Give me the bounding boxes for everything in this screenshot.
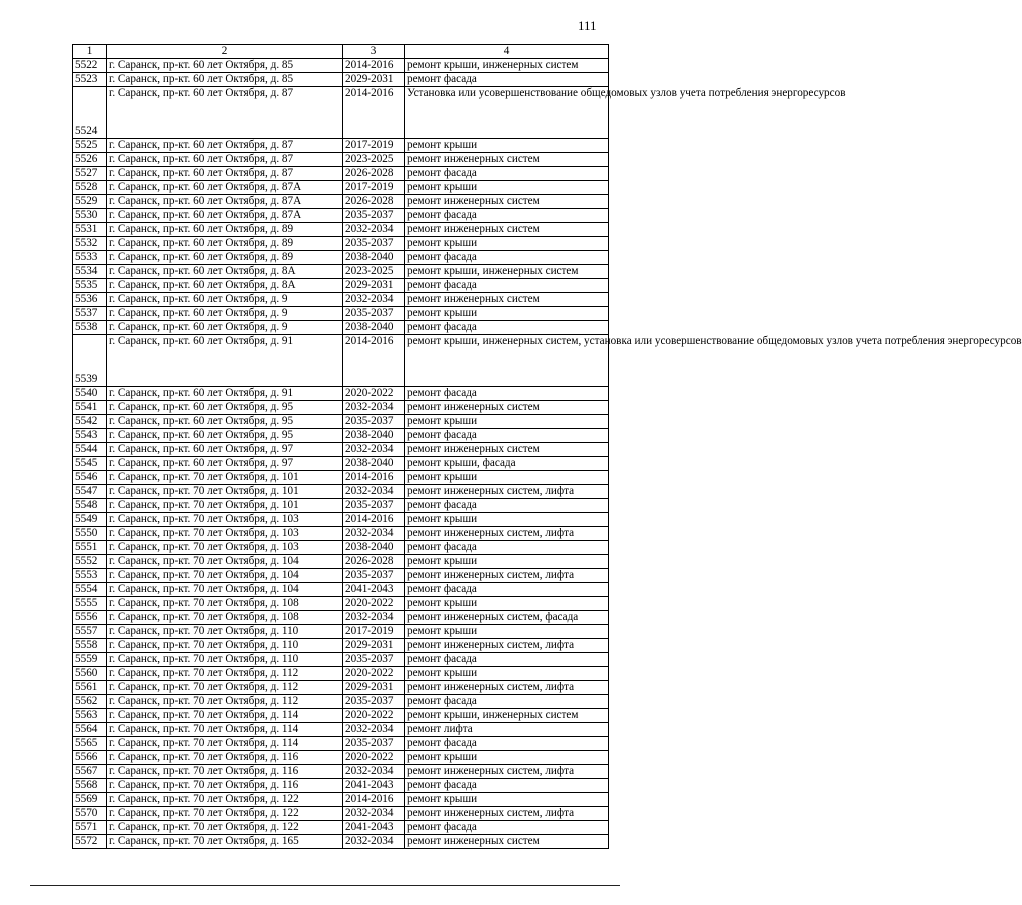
table-row [73, 153, 609, 167]
address-cell: г. Саранск, пр-кт. 60 лет Октября, д. 89 [107, 251, 343, 265]
row-number: 5534 [73, 265, 107, 279]
period-cell: 2014-2016 [343, 335, 405, 387]
table-row [73, 73, 609, 87]
period-cell: 2038-2040 [343, 541, 405, 555]
row-number: 5535 [73, 279, 107, 293]
work-type-cell: ремонт крыши [405, 181, 609, 195]
period-cell: 2035-2037 [343, 499, 405, 513]
work-type-cell: ремонт фасада [405, 499, 609, 513]
row-number: 5546 [73, 471, 107, 485]
address-cell: г. Саранск, пр-кт. 60 лет Октября, д. 95 [107, 429, 343, 443]
address-cell: г. Саранск, пр-кт. 60 лет Октября, д. 95 [107, 415, 343, 429]
period-cell: 2038-2040 [343, 321, 405, 335]
row-number: 5548 [73, 499, 107, 513]
row-number: 5557 [73, 625, 107, 639]
period-cell: 2029-2031 [343, 279, 405, 293]
row-number: 5569 [73, 793, 107, 807]
row-number: 5540 [73, 387, 107, 401]
address-cell: г. Саранск, пр-кт. 60 лет Октября, д. 95 [107, 401, 343, 415]
table-row [73, 555, 609, 569]
work-type-cell: ремонт крыши [405, 625, 609, 639]
row-number: 5541 [73, 401, 107, 415]
row-number: 5571 [73, 821, 107, 835]
row-number: 5538 [73, 321, 107, 335]
table-row [73, 527, 609, 541]
period-cell: 2038-2040 [343, 429, 405, 443]
period-cell: 2020-2022 [343, 387, 405, 401]
address-cell: г. Саранск, пр-кт. 70 лет Октября, д. 108 [107, 611, 343, 625]
work-type-cell: ремонт инженерных систем [405, 223, 609, 237]
address-cell: г. Саранск, пр-кт. 70 лет Октября, д. 104 [107, 555, 343, 569]
repair-schedule-table [72, 44, 1022, 849]
work-type-cell: ремонт крыши, фасада [405, 457, 609, 471]
row-number: 5531 [73, 223, 107, 237]
row-number: 5527 [73, 167, 107, 181]
work-type-cell: ремонт инженерных систем [405, 835, 609, 849]
period-cell: 2017-2019 [343, 181, 405, 195]
period-cell: 2032-2034 [343, 611, 405, 625]
row-number: 5536 [73, 293, 107, 307]
address-cell: г. Саранск, пр-кт. 60 лет Октября, д. 9 [107, 321, 343, 335]
period-cell: 2032-2034 [343, 723, 405, 737]
address-cell: г. Саранск, пр-кт. 60 лет Октября, д. 97 [107, 443, 343, 457]
row-number: 5522 [73, 59, 107, 73]
column-header: 2 [107, 45, 343, 59]
address-cell: г. Саранск, пр-кт. 70 лет Октября, д. 116 [107, 765, 343, 779]
work-type-cell: ремонт фасада [405, 583, 609, 597]
period-cell: 2023-2025 [343, 265, 405, 279]
row-number: 5552 [73, 555, 107, 569]
address-cell: г. Саранск, пр-кт. 70 лет Октября, д. 112 [107, 667, 343, 681]
period-cell: 2026-2028 [343, 195, 405, 209]
table-row [73, 835, 609, 849]
row-number: 5539 [73, 335, 107, 387]
work-type-cell: ремонт инженерных систем [405, 443, 609, 457]
work-type-cell: ремонт крыши, инженерных систем [405, 709, 609, 723]
row-number: 5542 [73, 415, 107, 429]
period-cell: 2032-2034 [343, 443, 405, 457]
column-header: 4 [405, 45, 609, 59]
address-cell: г. Саранск, пр-кт. 60 лет Октября, д. 91 [107, 335, 343, 387]
table-row [73, 237, 609, 251]
row-number: 5529 [73, 195, 107, 209]
period-cell: 2032-2034 [343, 485, 405, 499]
address-cell: г. Саранск, пр-кт. 70 лет Октября, д. 103 [107, 513, 343, 527]
row-number: 5567 [73, 765, 107, 779]
row-number: 5563 [73, 709, 107, 723]
row-number: 5558 [73, 639, 107, 653]
period-cell: 2032-2034 [343, 401, 405, 415]
table-row [73, 513, 609, 527]
period-cell: 2032-2034 [343, 765, 405, 779]
address-cell: г. Саранск, пр-кт. 60 лет Октября, д. 91 [107, 387, 343, 401]
address-cell: г. Саранск, пр-кт. 60 лет Октября, д. 8А [107, 265, 343, 279]
row-number: 5551 [73, 541, 107, 555]
work-type-cell: ремонт крыши, инженерных систем, установка или усовершенствование общедомовых узлов учета потребления энергоресурсов [405, 335, 609, 387]
period-cell: 2032-2034 [343, 835, 405, 849]
row-number: 5544 [73, 443, 107, 457]
table-row [73, 401, 609, 415]
row-number: 5547 [73, 485, 107, 499]
table-row [73, 321, 609, 335]
table-header-row [73, 45, 609, 59]
work-type-cell: ремонт крыши, инженерных систем [405, 265, 609, 279]
work-type-cell: ремонт инженерных систем [405, 195, 609, 209]
work-type-cell: ремонт фасада [405, 387, 609, 401]
work-type-cell: Установка или усовершенствование общедомовых узлов учета потребления энергоресурсов [405, 87, 609, 139]
work-type-cell: ремонт фасада [405, 321, 609, 335]
address-cell: г. Саранск, пр-кт. 70 лет Октября, д. 104 [107, 583, 343, 597]
row-number: 5565 [73, 737, 107, 751]
address-cell: г. Саранск, пр-кт. 60 лет Октября, д. 89 [107, 223, 343, 237]
row-number: 5570 [73, 807, 107, 821]
row-number: 5560 [73, 667, 107, 681]
work-type-cell: ремонт крыши [405, 415, 609, 429]
address-cell: г. Саранск, пр-кт. 60 лет Октября, д. 87 [107, 139, 343, 153]
table-row [73, 209, 609, 223]
table-row [73, 737, 609, 751]
table-row [73, 293, 609, 307]
work-type-cell: ремонт инженерных систем [405, 401, 609, 415]
period-cell: 2035-2037 [343, 695, 405, 709]
period-cell: 2020-2022 [343, 667, 405, 681]
period-cell: 2032-2034 [343, 527, 405, 541]
row-number: 5537 [73, 307, 107, 321]
row-number: 5528 [73, 181, 107, 195]
table-row [73, 181, 609, 195]
row-number: 5549 [73, 513, 107, 527]
row-number: 5564 [73, 723, 107, 737]
work-type-cell: ремонт инженерных систем, лифта [405, 527, 609, 541]
table-row [73, 723, 609, 737]
work-type-cell: ремонт инженерных систем [405, 293, 609, 307]
table-row [73, 793, 609, 807]
row-number: 5554 [73, 583, 107, 597]
work-type-cell: ремонт инженерных систем, лифта [405, 569, 609, 583]
table-row [73, 307, 609, 321]
period-cell: 2026-2028 [343, 555, 405, 569]
period-cell: 2035-2037 [343, 569, 405, 583]
address-cell: г. Саранск, пр-кт. 70 лет Октября, д. 122 [107, 807, 343, 821]
address-cell: г. Саранск, пр-кт. 70 лет Октября, д. 114 [107, 737, 343, 751]
row-number: 5553 [73, 569, 107, 583]
address-cell: г. Саранск, пр-кт. 70 лет Октября, д. 101 [107, 485, 343, 499]
table-row [73, 695, 609, 709]
column-header: 3 [343, 45, 405, 59]
work-type-cell: ремонт крыши [405, 307, 609, 321]
period-cell: 2020-2022 [343, 751, 405, 765]
table-row [73, 681, 609, 695]
table-row [73, 415, 609, 429]
table-row [73, 265, 609, 279]
address-cell: г. Саранск, пр-кт. 70 лет Октября, д. 110 [107, 625, 343, 639]
period-cell: 2014-2016 [343, 87, 405, 139]
table-row [73, 751, 609, 765]
work-type-cell: ремонт фасада [405, 167, 609, 181]
row-number: 5524 [73, 87, 107, 139]
period-cell: 2026-2028 [343, 167, 405, 181]
address-cell: г. Саранск, пр-кт. 60 лет Октября, д. 87 [107, 87, 343, 139]
address-cell: г. Саранск, пр-кт. 60 лет Октября, д. 8А [107, 279, 343, 293]
row-number: 5545 [73, 457, 107, 471]
address-cell: г. Саранск, пр-кт. 60 лет Октября, д. 85 [107, 59, 343, 73]
table-row [73, 443, 609, 457]
work-type-cell: ремонт крыши [405, 667, 609, 681]
table-row [73, 139, 609, 153]
work-type-cell: ремонт инженерных систем, лифта [405, 639, 609, 653]
address-cell: г. Саранск, пр-кт. 70 лет Октября, д. 101 [107, 471, 343, 485]
row-number: 5568 [73, 779, 107, 793]
period-cell: 2032-2034 [343, 293, 405, 307]
address-cell: г. Саранск, пр-кт. 60 лет Октября, д. 87А [107, 209, 343, 223]
row-number: 5533 [73, 251, 107, 265]
period-cell: 2014-2016 [343, 59, 405, 73]
work-type-cell: ремонт фасада [405, 429, 609, 443]
address-cell: г. Саранск, пр-кт. 70 лет Октября, д. 114 [107, 709, 343, 723]
table-row [73, 471, 609, 485]
period-cell: 2038-2040 [343, 251, 405, 265]
work-type-cell: ремонт крыши [405, 751, 609, 765]
work-type-cell: ремонт инженерных систем, фасада [405, 611, 609, 625]
page-number: 111 [578, 18, 597, 33]
row-number: 5562 [73, 695, 107, 709]
table-row [73, 279, 609, 293]
table-row [73, 765, 609, 779]
period-cell: 2035-2037 [343, 209, 405, 223]
period-cell: 2014-2016 [343, 513, 405, 527]
period-cell: 2041-2043 [343, 583, 405, 597]
work-type-cell: ремонт крыши [405, 555, 609, 569]
period-cell: 2035-2037 [343, 237, 405, 251]
row-number: 5532 [73, 237, 107, 251]
table-row [73, 167, 609, 181]
period-cell: 2038-2040 [343, 457, 405, 471]
table-row [73, 625, 609, 639]
row-number: 5556 [73, 611, 107, 625]
table-row [73, 821, 609, 835]
row-number: 5523 [73, 73, 107, 87]
row-number: 5555 [73, 597, 107, 611]
period-cell: 2041-2043 [343, 821, 405, 835]
work-type-cell: ремонт инженерных систем, лифта [405, 807, 609, 821]
period-cell: 2020-2022 [343, 597, 405, 611]
address-cell: г. Саранск, пр-кт. 60 лет Октября, д. 89 [107, 237, 343, 251]
address-cell: г. Саранск, пр-кт. 70 лет Октября, д. 101 [107, 499, 343, 513]
row-number: 5550 [73, 527, 107, 541]
address-cell: г. Саранск, пр-кт. 60 лет Октября, д. 97 [107, 457, 343, 471]
work-type-cell: ремонт фасада [405, 251, 609, 265]
work-type-cell: ремонт крыши [405, 237, 609, 251]
table-row [73, 597, 609, 611]
period-cell: 2041-2043 [343, 779, 405, 793]
page-bottom-rule [30, 885, 620, 886]
work-type-cell: ремонт фасада [405, 779, 609, 793]
row-number: 5559 [73, 653, 107, 667]
period-cell: 2029-2031 [343, 639, 405, 653]
work-type-cell: ремонт фасада [405, 541, 609, 555]
work-type-cell: ремонт фасада [405, 209, 609, 223]
table-row [73, 457, 609, 471]
period-cell: 2029-2031 [343, 681, 405, 695]
address-cell: г. Саранск, пр-кт. 60 лет Октября, д. 9 [107, 307, 343, 321]
table-row [73, 429, 609, 443]
period-cell: 2029-2031 [343, 73, 405, 87]
address-cell: г. Саранск, пр-кт. 70 лет Октября, д. 104 [107, 569, 343, 583]
table-row [73, 223, 609, 237]
work-type-cell: ремонт лифта [405, 723, 609, 737]
period-cell: 2032-2034 [343, 223, 405, 237]
table-row [73, 583, 609, 597]
table-row [73, 195, 609, 209]
work-type-cell: ремонт инженерных систем [405, 153, 609, 167]
address-cell: г. Саранск, пр-кт. 70 лет Октября, д. 103 [107, 541, 343, 555]
row-number: 5566 [73, 751, 107, 765]
period-cell: 2035-2037 [343, 415, 405, 429]
table-row [73, 251, 609, 265]
work-type-cell: ремонт крыши [405, 793, 609, 807]
period-cell: 2035-2037 [343, 653, 405, 667]
work-type-cell: ремонт инженерных систем, лифта [405, 681, 609, 695]
work-type-cell: ремонт крыши [405, 471, 609, 485]
row-number: 5561 [73, 681, 107, 695]
address-cell: г. Саранск, пр-кт. 70 лет Октября, д. 103 [107, 527, 343, 541]
address-cell: г. Саранск, пр-кт. 70 лет Октября, д. 112 [107, 681, 343, 695]
work-type-cell: ремонт крыши [405, 597, 609, 611]
period-cell: 2014-2016 [343, 471, 405, 485]
address-cell: г. Саранск, пр-кт. 70 лет Октября, д. 110 [107, 639, 343, 653]
table-row [73, 87, 609, 139]
address-cell: г. Саранск, пр-кт. 70 лет Октября, д. 116 [107, 751, 343, 765]
work-type-cell: ремонт крыши [405, 513, 609, 527]
work-type-cell: ремонт инженерных систем, лифта [405, 765, 609, 779]
address-cell: г. Саранск, пр-кт. 60 лет Октября, д. 9 [107, 293, 343, 307]
work-type-cell: ремонт фасада [405, 279, 609, 293]
work-type-cell: ремонт крыши [405, 139, 609, 153]
address-cell: г. Саранск, пр-кт. 60 лет Октября, д. 87 [107, 167, 343, 181]
address-cell: г. Саранск, пр-кт. 60 лет Октября, д. 87А [107, 181, 343, 195]
address-cell: г. Саранск, пр-кт. 60 лет Октября, д. 85 [107, 73, 343, 87]
address-cell: г. Саранск, пр-кт. 70 лет Октября, д. 122 [107, 821, 343, 835]
address-cell: г. Саранск, пр-кт. 60 лет Октября, д. 87А [107, 195, 343, 209]
table-row [73, 541, 609, 555]
work-type-cell: ремонт фасада [405, 821, 609, 835]
address-cell: г. Саранск, пр-кт. 70 лет Октября, д. 112 [107, 695, 343, 709]
work-type-cell: ремонт инженерных систем, лифта [405, 485, 609, 499]
table-row [73, 709, 609, 723]
row-number: 5543 [73, 429, 107, 443]
work-type-cell: ремонт фасада [405, 737, 609, 751]
address-cell: г. Саранск, пр-кт. 70 лет Октября, д. 114 [107, 723, 343, 737]
table-row [73, 653, 609, 667]
column-header: 1 [73, 45, 107, 59]
table-row [73, 779, 609, 793]
work-type-cell: ремонт фасада [405, 695, 609, 709]
table-row [73, 667, 609, 681]
work-type-cell: ремонт фасада [405, 73, 609, 87]
period-cell: 2032-2034 [343, 807, 405, 821]
table-row [73, 387, 609, 401]
address-cell: г. Саранск, пр-кт. 70 лет Октября, д. 165 [107, 835, 343, 849]
period-cell: 2014-2016 [343, 793, 405, 807]
table-row [73, 807, 609, 821]
table-row [73, 639, 609, 653]
row-number: 5526 [73, 153, 107, 167]
table-row [73, 335, 609, 387]
period-cell: 2035-2037 [343, 307, 405, 321]
address-cell: г. Саранск, пр-кт. 70 лет Октября, д. 108 [107, 597, 343, 611]
row-number: 5525 [73, 139, 107, 153]
table-row [73, 485, 609, 499]
period-cell: 2020-2022 [343, 709, 405, 723]
table-row [73, 59, 609, 73]
row-number: 5572 [73, 835, 107, 849]
period-cell: 2017-2019 [343, 625, 405, 639]
table-row [73, 569, 609, 583]
period-cell: 2017-2019 [343, 139, 405, 153]
table-row [73, 499, 609, 513]
address-cell: г. Саранск, пр-кт. 70 лет Октября, д. 122 [107, 793, 343, 807]
row-number: 5530 [73, 209, 107, 223]
work-type-cell: ремонт фасада [405, 653, 609, 667]
work-type-cell: ремонт крыши, инженерных систем [405, 59, 609, 73]
table-row [73, 611, 609, 625]
address-cell: г. Саранск, пр-кт. 70 лет Октября, д. 110 [107, 653, 343, 667]
address-cell: г. Саранск, пр-кт. 70 лет Октября, д. 116 [107, 779, 343, 793]
period-cell: 2035-2037 [343, 737, 405, 751]
address-cell: г. Саранск, пр-кт. 60 лет Октября, д. 87 [107, 153, 343, 167]
period-cell: 2023-2025 [343, 153, 405, 167]
